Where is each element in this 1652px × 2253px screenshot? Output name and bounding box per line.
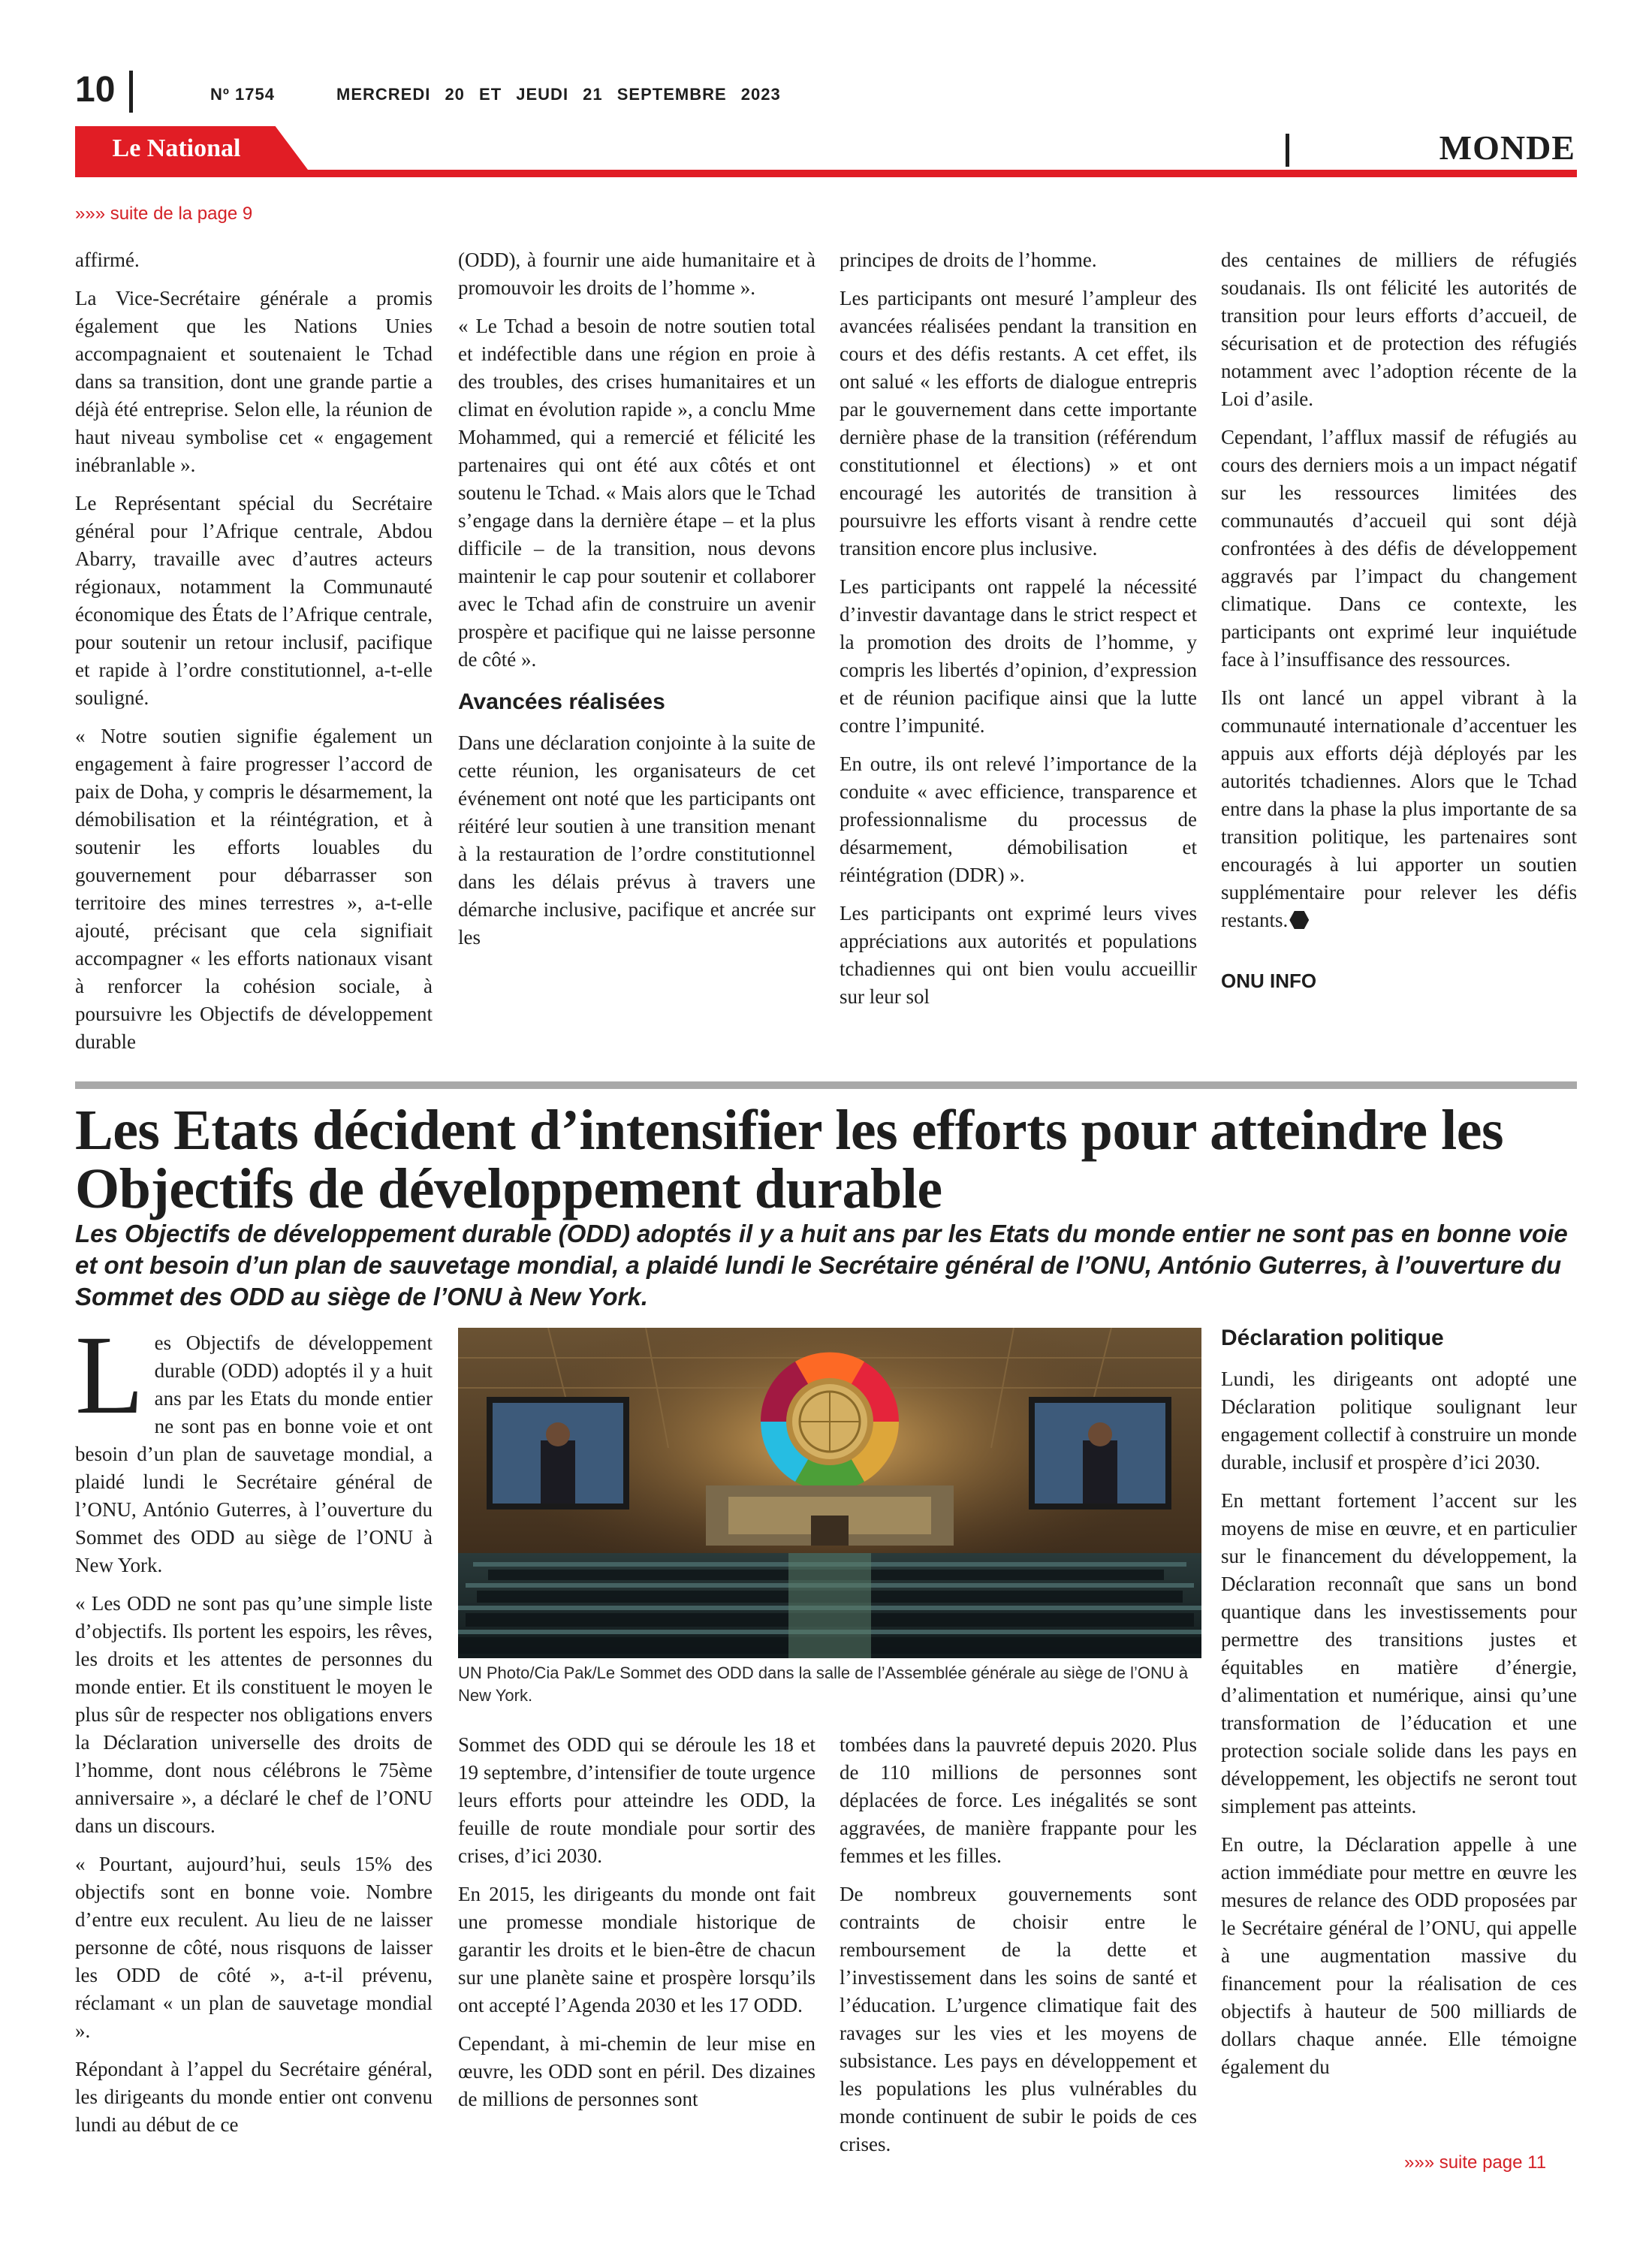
paragraph [1221,684,1577,934]
paragraph: Dans une déclaration conjointe à la suite de cette réunion, les organisateurs de cet événement ont noté que les participants ont réitéré leur soutien à une transition menant à la restauration de l’ordre constitutionnel dans les délais prévus à travers une démarche inclusive, pacifique et ancrée sur les [458,731,815,949]
top-article-column-4 [1221,246,1577,995]
paragraph: Le Représentant spécial du Secrétaire général pour l’Afrique centrale, Abdou Abarry, travaille avec d’autres acteurs régionaux, notamment la Communauté économique des États de l’Afrique centrale, pour soutenir un retour inclusif, pacifique et rapide à l’ordre constitutionnel, a-t-elle souligné. [75,492,433,709]
section-title: MONDE [1439,128,1575,167]
paragraph-text: es Objectifs de développement durable (ODD) adoptés il y a huit ans par les Etats du monde entier ne sont pas en bonne voie et ont besoin d’un plan de sauvetage mondial, a plaidé lundi le Secrétaire général de l’ONU, António Guterres, à l’ouverture du Sommet des ODD au siège de l’ONU à New York. [75,1332,433,1576]
issue-date: MERCREDI 20 ET JEUDI 21 SEPTEMBRE 2023 [336,85,781,104]
subheading: Déclaration politique [1221,1326,1444,1350]
paragraph [75,1313,433,1579]
paragraph: principes de droits de l’homme. [840,249,1097,271]
paragraph: La Vice-Secrétaire générale a promis également que les Nations Unies accompagnaient et soutenaient le Tchad dans sa transition, dont une grande partie a déjà été entreprise. Selon elle, la réunion de haut niveau symbolise cet « engagement inébranlable ». [75,287,433,476]
paragraph-text: Ils ont lancé un appel vibrant à la communauté internationale d’accentuer les appuis aux efforts déjà déployés par les autorités tchadiennes. Alors que le Tchad entre dans la phase la plus importante de sa transition politique, les partenaires sont encouragés à lui apporter un soutien supplémentaire pour relever les défis restants. [1221,686,1577,931]
paragraph: tombées dans la pauvreté depuis 2020. Plus de 110 millions de personnes sont déplacées de force. Les inégalités se sont aggravées, de manière frappante pour les femmes et les filles. [840,1733,1197,1867]
paragraph: des centaines de milliers de réfugiés soudanais. Ils ont félicité les autorités de transition pour leurs efforts d’accueil, de sécurisation et de protection des réfugiés notamment avec l’adoption récente de la Loi d’asile. [1221,249,1577,410]
continued-from-link[interactable]: »»» suite de la page 9 [75,204,253,224]
paragraph: En outre, ils ont relevé l’importance de la conduite « avec efficience, transparence et professionnalisme du processus de désarmement, démobilisation et réintégration (DDR) ». [840,753,1197,886]
subheading: Avancées réalisées [458,689,665,714]
paragraph: Les participants ont mesuré l’ampleur des avancées réalisées pendant la transition en cours et des défis restants. A cet effet, ils ont salué « les efforts de dialogue entrepris par le gouvernement dans cette importante dernière phase de la transition (référendum constitutionnel et élections) » et ont encouragé les autorités de transition à poursuivre les efforts visant à rendre cette transition encore plus inclusive. [840,287,1197,559]
top-article-column-1 [75,246,433,1066]
paragraph: Cependant, à mi-chemin de leur mise en œuvre, les ODD sont en péril. Des dizaines de millions de personnes sont [458,2032,815,2110]
paragraph: De nombreux gouvernements sont contraints de choisir entre le remboursement de la dette et l’investissement dans les soins de santé et l’éducation. L’urgence climatique fait des ravages sur les vies et les moyens de subsistance. Les pays en développement et les populations les plus vulnérables du monde continuent de subir le poids de ces crises. [840,1883,1197,2155]
top-article-column-3 [840,246,1197,1021]
paragraph: Cependant, l’afflux massif de réfugiés au cours des derniers mois a un impact négatif sur les ressources limitées des communautés d’accueil qui sont déjà confrontées à des défis de développement aggravés par l’impact du changement climatique. Dans ce contexte, les participants ont exprimé leur inquiétude face à l’insuffisance des ressources. [1221,426,1577,671]
paragraph: (ODD), à fournir une aide humanitaire et à promouvoir les droits de l’homme ». [458,249,815,299]
paragraph: « Pourtant, aujourd’hui, seuls 15% des objectifs sont en bonne voie. Nombre d’entre eux reculent. Au lieu de ne laisser personne de côté, nous risquons de laisser les ODD de côté », a-t-il prévenu, réclamant « un plan de sauvetage mondial ». [75,1853,433,2042]
continued-to-link[interactable]: »»» suite page 11 [1404,2152,1547,2173]
paragraph: En 2015, les dirigeants du monde ont fait une promesse mondiale historique de garantir les droits et le bien-être de chacun sur une planète saine et prospère lorsqu’ils ont accepté l’Agenda 2030 et les 17 ODD. [458,1883,815,2016]
paragraph: En mettant fortement l’accent sur les moyens de mise en œuvre, et en particulier sur le financement du développement, la Déclaration reconnaît que sans un bond quantique dans les investissements pour permettre des transitions justes et équitables en matière d’énergie, d’alimentation et numérique, ainsi qu’une transformation de l’éducation et une protection sociale solide dans les pays en développement, les objectifs ne seront tout simplement pas atteints. [1221,1489,1577,1817]
paragraph: Sommet des ODD qui se déroule les 18 et 19 septembre, d’intensifier de toute urgence leurs efforts pour atteindre les ODD, la feuille de route mondiale pour sortir des crises, d’ici 2030. [458,1733,815,1867]
paragraph: Répondant à l’appel du Secrétaire général, les dirigeants du monde entier ont convenu lundi au début de ce [75,2058,433,2136]
page-number: 10 [75,70,116,110]
drop-cap: L [75,1313,144,1437]
article-signature: ONU INFO [1221,970,1317,992]
headline: Les Etats décident d’intensifier les efforts pour atteindre les Objectifs de développement durable [75,1099,1504,1220]
article-divider [75,1081,1577,1089]
page-number-divider [129,71,133,113]
main-article-column-2 [458,1731,815,2124]
section-divider [1286,134,1289,167]
top-article-column-2 [458,246,815,962]
newspaper-brand: Le National [112,134,241,162]
end-of-article-icon [1289,911,1309,929]
standfirst: Les Objectifs de développement durable (ODD) adoptés il y a huit ans par les Etats du monde entier ne sont pas en bonne voie et ont besoin d’un plan de sauvetage mondial, a plaidé lundi le Secrétaire général de l’ONU, António Guterres, à l’ouverture du Sommet des ODD au siège de l’ONU à New York. [75,1220,1568,1310]
paragraph: affirmé. [75,249,140,271]
paragraph: « Les ODD ne sont pas qu’une simple liste d’objectifs. Ils portent les espoirs, les rêves, les droits et les attentes de personnes du monde entier. Et ils constituent le moyen le plus sûr de respecter nos obligations envers la Déclaration universelle des droits de l’homme, dont nous célébrons le 75ème anniversaire », a déclaré le chef de l’ONU dans un discours. [75,1592,433,1837]
main-article-column-3 [840,1731,1197,2169]
assembly-hall-photo [458,1328,1201,1658]
paragraph: Les participants ont rappelé la nécessité d’investir davantage dans le strict respect et la promotion des droits de l’homme, y compris les libertés d’opinion, d’expression et de réunion pacifique ainsi que la lutte contre l’impunité. [840,575,1197,737]
header-rule [75,170,1577,177]
paragraph: Lundi, les dirigeants ont adopté une Déclaration politique soulignant leur engagement collectif à construire un monde durable, inclusif et prospère d’ici 2030. [1221,1368,1577,1473]
main-article-column-4 [1221,1323,1577,2092]
paragraph: « Le Tchad a besoin de notre soutien total et indéfectible dans une région en proie à des troubles, des crises humanitaires et un climat en évolution rapide », a conclu Mme Mohammed, qui a remercié et félicité les partenaires qui ont été aux côtés et ont soutenu le Tchad. « Mais alors que le Tchad s’engage dans la dernière étape – et la plus difficile – de la transition, nous devons maintenir le cap pour soutenir et collaborer avec le Tchad afin de construire un avenir prospère et pacifique qui ne laisse personne de côté ». [458,315,815,671]
assembly-hall-illustration [458,1328,1201,1658]
photo-caption: UN Photo/Cia Pak/Le Sommet des ODD dans la salle de l’Assemblée générale au siège de l’ONU à New York. [458,1663,1189,1705]
paragraph: Les participants ont exprimé leurs vives appréciations aux autorités et populations tchadiennes qui ont bien voulu accueillir sur leur sol [840,902,1197,1008]
main-article-column-1 [75,1313,433,2149]
issue-number: Nº 1754 [210,85,275,104]
paragraph: « Notre soutien signifie également un engagement à faire progresser l’accord de paix de Doha, y compris le désarmement, la démobilisation et la réintégration, et à soutenir les efforts louables du gouvernement pour débarrasser son territoire des mines terrestres », a-t-elle ajouté, précisant que cela signifiait accompagner « les efforts nationaux visant à renforcer la cohésion sociale, à poursuivre les Objectifs de développement durable [75,725,433,1053]
paragraph: En outre, la Déclaration appelle à une action immédiate pour mettre en œuvre les mesures de relance des ODD proposées par le Secrétaire général de l’ONU, qui appelle à une augmentation massive du financement pour la réalisation de ces objectifs à hauteur de 500 milliards de dollars chaque année. Elle témoigne également du [1221,1833,1577,2078]
